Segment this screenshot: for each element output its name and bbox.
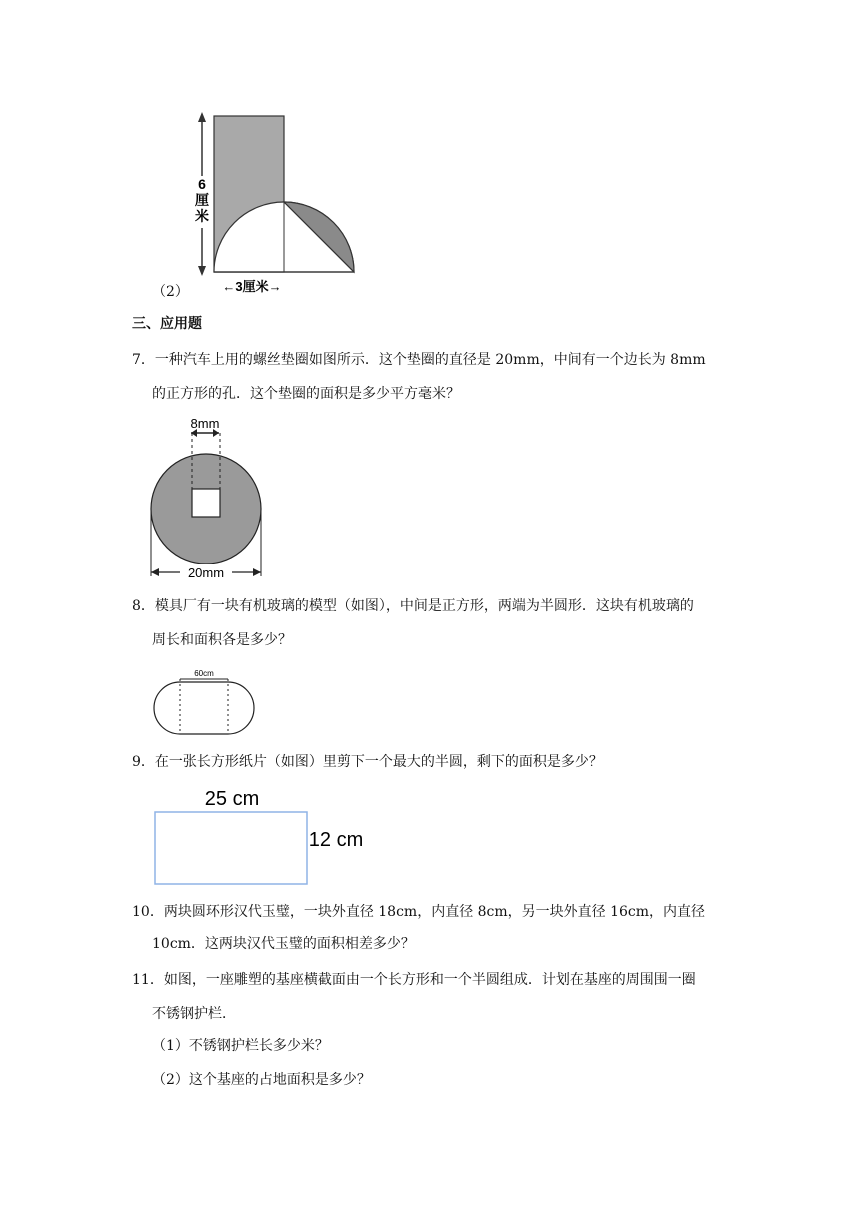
q8-line1: 8．模具厂有一块有机玻璃的模型（如图），中间是正方形，两端为半圆形．这块有机玻璃的 bbox=[132, 598, 694, 614]
paper-rectangle bbox=[155, 812, 307, 884]
q7-line1: 7．一种汽车上用的螺丝垫圈如图所示．这个垫圈的直径是 20mm，中间有一个边长为 8mm bbox=[132, 352, 706, 368]
washer-square-hole bbox=[192, 489, 220, 517]
q11-line1: 11．如图，一座雕塑的基座横截面由一个长方形和一个半圆组成．计划在基座的周围围一圈 bbox=[132, 972, 696, 988]
height-label: 6 bbox=[198, 176, 206, 192]
washer-top-label: 8mm bbox=[190, 416, 220, 431]
q8-line2: 周长和面积各是多少？ bbox=[152, 632, 292, 648]
glass-model-outline bbox=[154, 682, 254, 734]
rect-width-label: 25 cm bbox=[204, 788, 260, 810]
height-unit-1: 厘 bbox=[195, 192, 209, 208]
glass-model-graphic bbox=[146, 660, 264, 738]
width-label: ←3厘米→ bbox=[222, 279, 282, 294]
paper-rectangle-graphic bbox=[150, 784, 370, 890]
figure-2-caption: （2） bbox=[152, 284, 189, 300]
q10-line1: 10．两块圆环形汉代玉璧，一块外直径 18cm，内直径 8cm，另一块外直径 16cm，内直径 bbox=[132, 904, 706, 920]
height-unit-2: 米 bbox=[195, 208, 209, 224]
figure-2 bbox=[180, 108, 380, 298]
washer-graphic bbox=[140, 412, 280, 584]
q10-line2: 10cm．这两块汉代玉璧的面积相差多少？ bbox=[152, 936, 415, 952]
q11-sub1: （1）不锈钢护栏长多少米？ bbox=[152, 1038, 329, 1054]
figure-2-graphic bbox=[180, 108, 380, 298]
q11-sub2: （2）这个基座的占地面积是多少？ bbox=[152, 1072, 371, 1088]
q7-figure bbox=[140, 412, 280, 584]
rect-height-label: 12 cm bbox=[308, 829, 364, 851]
q8-figure bbox=[146, 660, 264, 738]
q9-line1: 9．在一张长方形纸片（如图）里剪下一个最大的半圆，剩下的面积是多少？ bbox=[132, 754, 603, 770]
q9-figure bbox=[150, 784, 370, 890]
washer-bottom-label: 20mm bbox=[187, 565, 225, 580]
q11-line2: 不锈钢护栏． bbox=[152, 1006, 236, 1022]
section-title: 三、应用题 bbox=[132, 316, 202, 332]
glass-model-label: 60cm bbox=[194, 669, 214, 678]
q7-line2: 的正方形的孔．这个垫圈的面积是多少平方毫米？ bbox=[152, 386, 460, 402]
